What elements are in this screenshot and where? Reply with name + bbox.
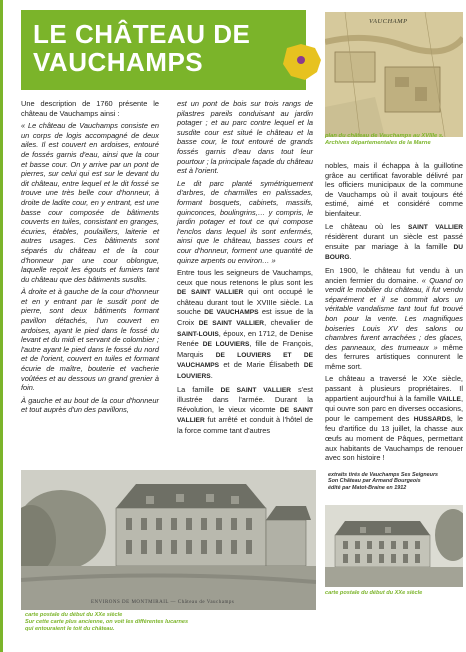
postcard-caption-1 (25, 612, 225, 632)
name-saint-vallier: DE SAINT VALLIER (220, 386, 291, 394)
title-block (21, 10, 306, 90)
col3-paragraph-4 (325, 374, 463, 462)
second-postcard-photo (325, 505, 463, 587)
name-de-louviers: DE LOUVIERS (202, 341, 250, 349)
column-1 (21, 99, 159, 418)
text: En 1900, le château fut vendu à un ancien fermier du domaine. (325, 265, 463, 285)
name-vaille: VAILLE (437, 395, 461, 403)
château-photo-drawing (21, 470, 316, 610)
postcard-caption-2: carte postale du début du XXe siècle (325, 590, 423, 596)
text: . (349, 252, 352, 262)
page-title (21, 10, 306, 76)
source-credits (328, 472, 466, 491)
caption-1-line-1: carte postale du début du XXe siècle (25, 612, 123, 618)
col2-paragraph-1 (177, 268, 313, 382)
column-3 (325, 161, 463, 466)
plan-drawing (325, 12, 463, 137)
text: qui ont occupé le château durant tout le XVIIIe siècle. La souche (177, 287, 313, 317)
name-louviers-vauchamps: DE LOUVIERS ET DE VAUCHAMPS (177, 351, 313, 370)
col3-paragraph-3 (325, 266, 463, 372)
text: Le château où les (325, 221, 409, 231)
column-2 (177, 99, 313, 439)
text: , qui ouvre son parc en diverses occasions, pour le campement des (325, 393, 463, 423)
col2-quote-2: Le dit parc planté symétriquement d'arbres, de charmilles en palissades, formant bosquets, cabinets, massifs, quinconces, boulingrins,… y compris, le jardin potager et tout ce qui compose l'enclos dans lequel ils sont enfermés, ainsi que le château, basses cours et cour d'honneur, forment une quantité de quinze arpents ou environ… » (177, 178, 313, 265)
text: Le château a traversé le XXe siècle, passant à plusieurs propriétaires. Il appartient aujourd'hui à la famille (325, 374, 463, 403)
col1-quote-3: À gauche et au bout de la cour d'honneur et tout auprès d'un des pavillons, (21, 395, 159, 415)
title-line-1: LE CHÂTEAU DE (33, 19, 251, 49)
map-caption: plan du château de Vauchamps au XVIIIe s. Archives départementales de la Marne (325, 133, 444, 146)
text: Entre tous les seigneurs de Vauchamps, ceux que nous retenons le plus sont les (177, 268, 313, 287)
name-saint-vallier: DE SAINT VALLIER (177, 406, 313, 425)
caption-1-line-2: Sur cette carte plus ancienne, on voit les différentes lucarnes (25, 618, 189, 625)
quote: « Quand on vendit le mobilier du château, il fut vendu séparément et il se commit alors un véritable vandalisme tant tout fut trouvé bon pour la vente. Les magnifiques boiseries Louis XV des salons ou chambres furent arrachées ; des glaces, des panneaux, des trumeaux » (325, 275, 463, 352)
name-saint-vallier: DE SAINT VALLIER (198, 320, 265, 328)
credits-line-2: Son Château par Armand Bourgeois (328, 478, 421, 485)
text: , le feu d'artifice du 13 juillet, la chasse aux œufs au moment de Pâques, permettant aux habitants de Vauchamps de renouer avec son histoire ! (325, 413, 463, 463)
map-label: VAUCHAMP (369, 18, 408, 25)
name-saint-vallier: DE SAINT VALLIER (177, 289, 244, 297)
name-du-bourg: DU BOURG (325, 243, 463, 262)
credits-line-3: édité par Matot-Braine en 1912 (328, 484, 407, 491)
old-postcard-photo (21, 470, 316, 610)
text: . (210, 371, 213, 381)
postcard-label: ENVIRONS DE MONTMIRAIL — Château de Vauchamps (91, 600, 235, 605)
name-saint-louis: SAINT-LOUIS (177, 330, 219, 338)
name-de-vauchamps: DE VAUCHAMPS (204, 309, 259, 317)
text: , chevalier de (264, 318, 313, 328)
title-line-2: VAUCHAMPS (33, 47, 204, 77)
col3-paragraph-1: nobles, mais il échappa à la guillotine grâce au certificat favorable délivré par les officiers municipaux de la commune de Vauchamps où il avait toujours été estimé, aimé et considéré comme bienfaiteur. (325, 161, 463, 218)
château-photo-2-drawing (325, 505, 463, 587)
text: , époux, en 1712, de Denise Renée (177, 328, 313, 349)
name-hussards: HUSSARDS (413, 415, 451, 423)
text: , fille de François, Marquis (177, 339, 313, 359)
château-plan-image (325, 12, 463, 137)
col1-quote-1: « Le château de Vauchamps consiste en un corps de logis accompagné de deux ailes. Il est couvert en ardoises, entouré de fossés garnis d'eau, ainsi que la cour et basse cour. On y arrive par un pont de pierres, sur celui qui est sur le devant du dit château, entre lequel et le dit fossé se trouve une très belle cour d'honneur, à droite de ladite cour, en y entrant, est une basse cour composée de bâtiments couverts en tuiles, consistant en granges, écuries, étables, poulaillers, laiterie et autres usages. Ces bâtiments sont séparés du château et de la cour d'honneur par une cour oblongue, laquelle reçoit les égouts et fumiers tant du château que des bâtiments susdits. (21, 121, 159, 284)
credits-line-1: extraits tirés de Vauchamps Ses Seigneurs (328, 472, 439, 478)
caption-1-line-3: qui entouraient le toit du château. (25, 625, 115, 632)
col3-paragraph-2 (325, 222, 463, 263)
col2-quote-1: est un pont de bois sur trois rangs de pilastres pareils conduisant au jardin potager ; et au parc contre lequel et la susdite cour est situé le château et la basse cour, le tout entouré de grands fossés garnis d'eau dans tout leur pourtour ; la principale façade du château est à l'orient. (177, 99, 313, 176)
name-saint-vallier: SAINT VALLIER (408, 223, 463, 231)
col1-quote-2: À droite et à gauche de la cour d'honneur et en y entrant par le susdit pont de pierre, sont deux bâtiments formant pavillon détachés, l'un couvert en ardoises, ayant le pied dans le fossé du levant et du midi et servant de colombier ; l'autre ayant le pied dans le fossé du nord et de l'orient, couvert en tuiles et formant écurie de maître, bouterie et vacherie voûtées et au dessous un grand grenier à foin. (21, 287, 159, 393)
text: La famille (177, 384, 221, 394)
name-de-louviers: DE LOUVIERS (177, 362, 313, 381)
text: résidèrent durant un siècle est passé ensuite par mariage à la famille (325, 232, 463, 251)
text: s'est illustrée dans l'armée. Durant la Révolution, le vieux vicomte (177, 384, 313, 414)
col1-intro: Une description de 1760 présente le château de Vauchamps ainsi : (21, 99, 159, 118)
text: fut arrêté et conduit à l'hôtel de la force comme tant d'autres (177, 415, 313, 435)
text: et de Marie Élisabeth (219, 360, 304, 370)
text: même des ferrures artistiques connurent le même sort. (325, 342, 463, 371)
text: est issue de la Croix (177, 307, 313, 328)
col2-paragraph-2 (177, 385, 313, 436)
region-map-icon (281, 42, 325, 82)
